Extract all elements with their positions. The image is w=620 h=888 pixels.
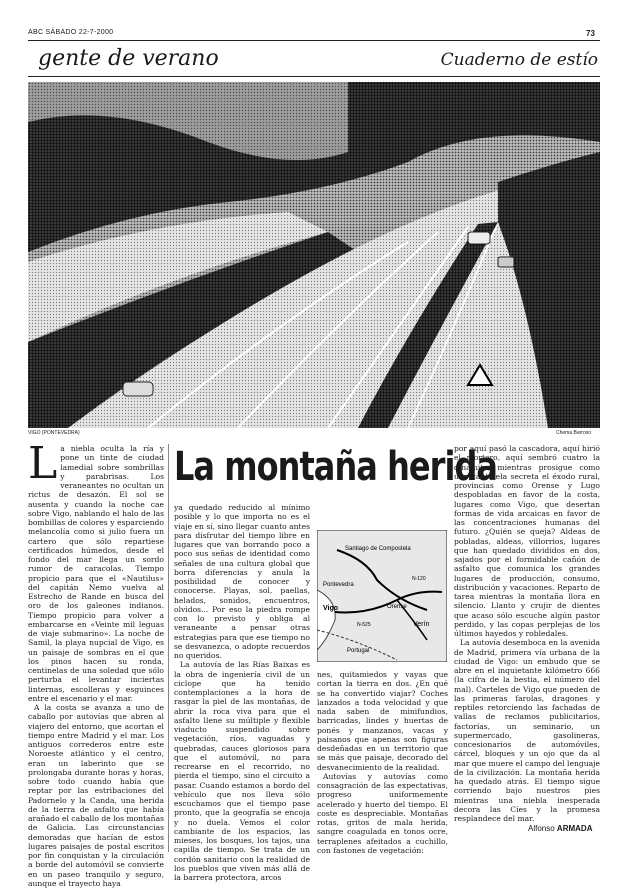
article-column-2	[174, 503, 310, 882]
section-title: gente de verano	[38, 46, 219, 71]
map-label: Portugal	[347, 648, 370, 654]
paragraph: La autovía desemboca en la avenida de Madrid, primera vía urbana de la ciudad de Vigo: un embudo que se abre en el inquietante kilómetro 666 (la cifra de la bestia, el número del mal). Carteles de Vigo que pueden de las primeras farolas, dragones y reptiles retorciendo las fachadas de vallas de reclamos publicitarios, factorías, un seminario, un supermercado, gasolineras, concesionarios de automóviles, cárcel, bloques y un ojo que da al mar que muere el campo del lenguaje de la civilización. La montaña herida ha quedado atrás. El tiempo sigue corriendo bajo nuestros pies mientras una niebla inesperada decora las Cíes y la promesa resplandece del mar.	[454, 638, 600, 823]
article-column-3	[317, 670, 448, 855]
drop-cap: L	[28, 438, 58, 489]
header-rule	[28, 40, 600, 41]
paragraph: nes, quitamiedos y vayas que cortan la tierra en dos. ¿En qué se ha convertido viajar? Coches lanzados a toda velocidad y que nada saben de minifundios, barricadas, lindes y huertas de ponés y manzanos, vacas y paisanos que apenas son figuras desdeñadas en un territorio que se más que paisaje, decorado del desvanecimiento de la realidad.	[317, 670, 448, 772]
map-label: Santiago de Compostela	[345, 546, 411, 552]
article-column-4	[454, 444, 600, 823]
photo-caption: VIGO (PONTEVEDRA)	[28, 430, 80, 436]
map-label: N-120	[412, 576, 426, 582]
paragraph: a niebla oculta la ría y pone un tinte de ciudad lamedial sobre sombrillas y parabrisas. Los veraneantes no ocultan un rictus de desazón. El sol se ausenta y cuando la noche cae sobre Vigo, nablando el halo de las bombillas de colores y esparciendo melancolía como si julio fuera un cartero que sólo repartiese certificados húmedos, desde el fondo del mar llega un sordo rumor de caracolas. Tiempo propicio para que el «Nautilus» del capitán Nemo vuelva al Estrecho de Rande en busca del oro de los galeones indianos. Tiempo propicio para volver a embarcarse en «Veinte mil leguas de viaje submarino». La noche de Samil, la playa nupcial de Vigo, es un paisaje de sombras en el que los pinos hacen su ronda, centinelas de una soledad que sólo perturba el levantar inciertas linternas, escolleras y esguinces entre el escenario y el mar.	[28, 444, 164, 703]
map-label: N-525	[357, 622, 371, 628]
paragraph: La autovía de las Rías Baixas es la obra de ingeniería civil de un ciclope que ha tenido contemplaciones a la hora de rasgar la piel de las montañas, de abrir la roca viva para que el asfalto llene su múltiple y flexible viaducto suspendido sobre vegetación, ríos, vaguadas y quebradas, cauces gloriosos para que el automóvil, no para recrearse en el recorrido, no pierda el tiempo, sino el circuito a pasar. Cuando estamos a bordo del vehículo que nos lleva sólo escuchamos que el tiempo pase pronto, que la geografía se encoja y no duela. Vemos el color cambiante de los espacios, las mieses, los bosques, los tajos, una capilla de tiempo. Se trata de un cordón sanitario con la realidad de los pueblos que viven más allá de la barrera protectora, arcos	[174, 660, 310, 882]
headline: La montaña herida	[174, 444, 498, 490]
highway-photo	[28, 82, 600, 428]
page-date: ABC SÁBADO 22-7-2000	[28, 29, 114, 36]
route-map	[317, 530, 447, 662]
page-number: 73	[586, 29, 595, 38]
map-label: Verín	[413, 621, 430, 628]
paragraph: A la costa se avanza a uno de caballo por autovías que abren al viajero del entorno, que acortan el tiempo entre Madrid y el mar. Los antiguos correderos entre este Noroeste atlántico y el centro, eran un laberinto que se prolongaba durante horas y horas, sobre todo cuando había que reptar por las estribaciones del Padornelo y la Canda, una herida de la tierra de asfalto que había arañado el caballo de los montañas de Galicia. Las circunstancias demoradas que hacían de estos lugares paisajes de postal escritos por fin conquistan y la circulación a borde del automóvil se convierte en un paseo tranquilo y seguro, aunque el trayecto haya	[28, 703, 164, 888]
paragraph: Autovías y autovías como consagración de las expectativas, progreso uniformemente acelerado y huerto del tiempo. El coste es despreciable. Montañas rotas, gritos de mala herida, sangre coagulada en tonos ocre, terraplenes afeitados a cuchillo, con fastones de vegetación:	[317, 771, 448, 855]
paragraph: por aquí pasó la cascadora, aquí hirió el mortero, aquí sembró cuatro la dinamita, mientras prosigue como una cantinela secreta el éxodo rural, provincias como Orense y Lugo despobladas en favor de la costa, lugares como Vigo, que desertan formas de vida arcaicas en favor de las concentraciones humanas del futuro. ¿Quién se queja? Aldeas de pobladas, aldeas, villorrios, lugares que han quedado divididos en dos, sajados por el formidable cañón de asfalto que comunica los grandes lugares de producción, consumo, distribución y vacaciones. Reparto de tarea mientras la montaña llora en silencio. Llanto y crujir de dientes que acaso sólo escuche algún pastor perdido, y las copas perplejas de los últimos hayedos y robledales.	[454, 444, 600, 638]
column-divider	[168, 444, 169, 852]
map-label: Vigo	[323, 605, 339, 612]
section-title-right: Cuaderno de estío	[440, 50, 598, 70]
author-signature: Alfonso ARMADA	[528, 824, 593, 833]
map-label: Orense	[387, 604, 407, 610]
article-column-1	[28, 438, 164, 888]
photo-credit: Chema Barroso	[556, 430, 592, 436]
map-label: Pontevedra	[323, 582, 354, 588]
section-rule	[28, 76, 600, 77]
paragraph: ya quedado reducido al mínimo posible y lo que importa no es el viaje en sí, sino llegar cuanto antes para disfrutar del tiempo libre en lugares que van borrando poco a poco sus señas de identidad como señales de una cultura global que borra diferencias y anula la posibilidad de conocer y conocerse. Playas, sol, paellas, helados, sonidos, encuentros, olvidos... Por eso la piedra rompe con lo previsto y obliga al veraneante a pensar otras estrategias para que ese tiempo no se desvanezca, o adopte recuerdos no queridos.	[174, 503, 310, 660]
